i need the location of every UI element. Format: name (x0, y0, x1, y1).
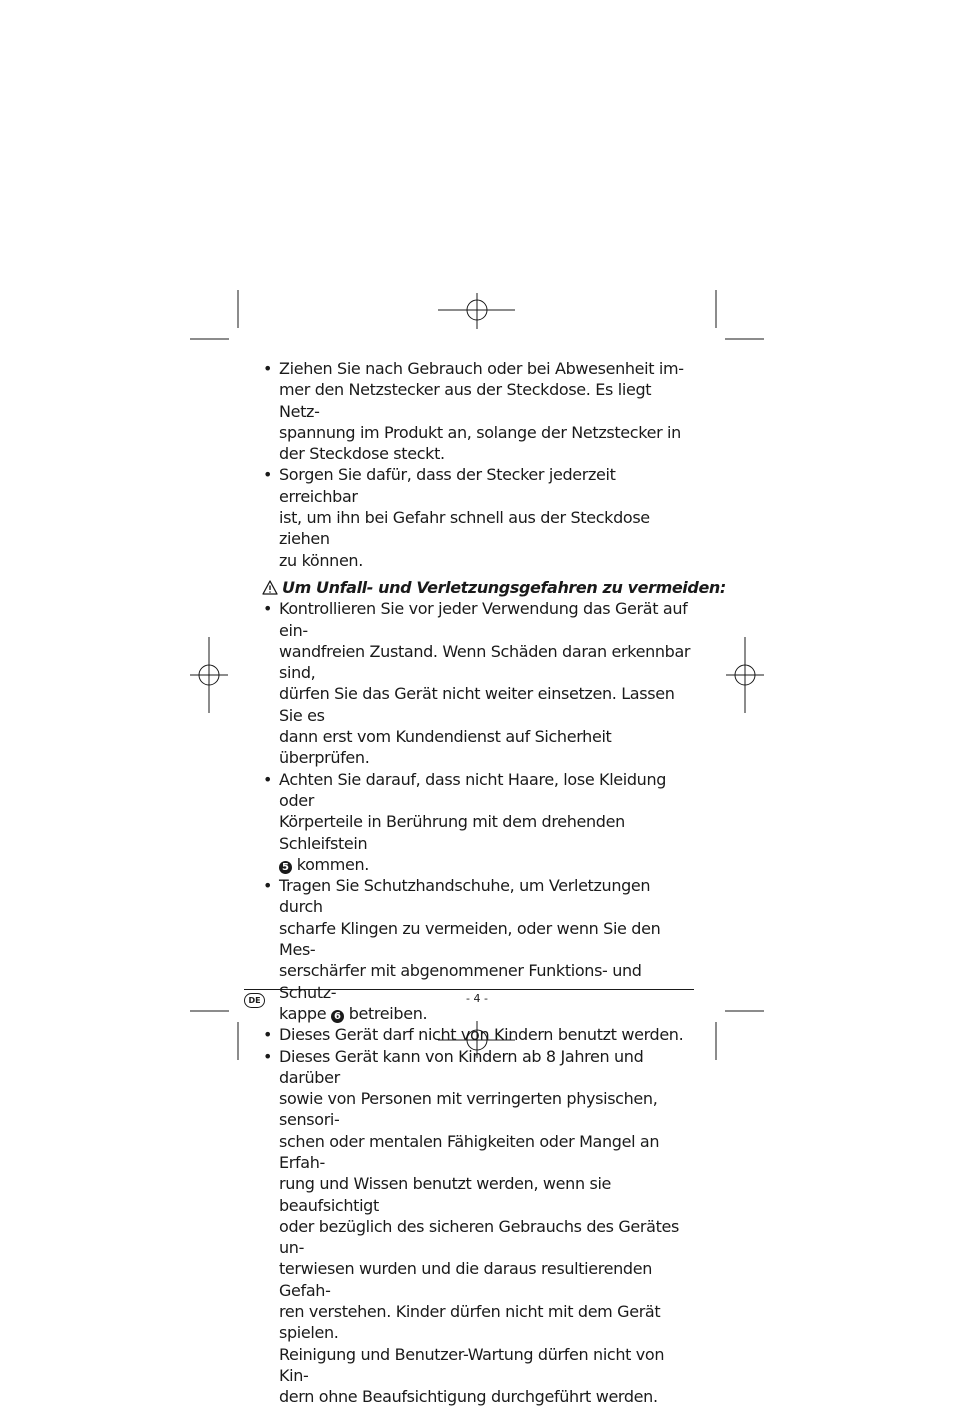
part-number-5-icon: 5 (279, 861, 292, 874)
page-number: - 4 - (466, 992, 488, 1005)
bullet-grindstone: • Achten Sie darauf, dass nicht Haare, lose Kleidung oder Körperteile in Berührung mit dem drehenden Schleifstein 5 kommen. (262, 769, 694, 875)
section-heading: Um Unfall- und Verletzungsgefahren zu vermeiden: (262, 577, 694, 598)
instructions-body (262, 358, 726, 1408)
bullet-unplug: • Ziehen Sie nach Gebrauch oder bei Abwesenheit im- mer den Netzstecker aus der Steckdose. Es liegt Netz- spannung im Produkt an, solange der Netzstecker in der Steckdose steckt. (262, 358, 694, 464)
bullet-no-children: • Dieses Gerät darf nicht von Kindern benutzt werden. (262, 1024, 694, 1045)
footer-divider (244, 989, 694, 990)
bullet-gloves: • Tragen Sie Schutzhandschuhe, um Verletzungen durch scharfe Klingen zu vermeiden, oder wenn Sie den Mes- serschärfer mit abgenommener Funktions- und Schutz- kappe 6 betreiben. (262, 875, 694, 1024)
bullet-plug-accessible: • Sorgen Sie dafür, dass der Stecker jederzeit erreichbar ist, um ihn bei Gefahr schnell aus der Steckdose ziehen zu können. (262, 464, 694, 570)
bullet-children-supervision: • Dieses Gerät kann von Kindern ab 8 Jahren und darüber sowie von Personen mit verringerten physischen, sensori- schen oder mentalen Fähigkeiten oder Mangel an Erfah- rung und Wissen benutzt werden, wenn sie beaufsichtigt oder bezüglich des sicheren Gebrauchs des Gerätes un- terwiesen wurden und die daraus resultierenden Gefah- ren verstehen. Kinder dürfen nicht mit dem Gerät spielen. Reinigung und Benutzer-Wartung dürfen nicht von Kin- dern ohne Beaufsichtigung durchgeführt werden. (262, 1046, 694, 1408)
bullet-check-device: • Kontrollieren Sie vor jeder Verwendung das Gerät auf ein- wandfreien Zustand. Wenn Schäden daran erkennbar sind, dürfen Sie das Gerät nicht weiter einsetzen. Lassen Sie es dann erst vom Kundendienst auf Sicherheit überprüfen. (262, 598, 694, 768)
part-number-6-icon: 6 (331, 1010, 344, 1023)
warning-triangle-icon (262, 580, 278, 595)
language-badge: DE (244, 993, 265, 1008)
